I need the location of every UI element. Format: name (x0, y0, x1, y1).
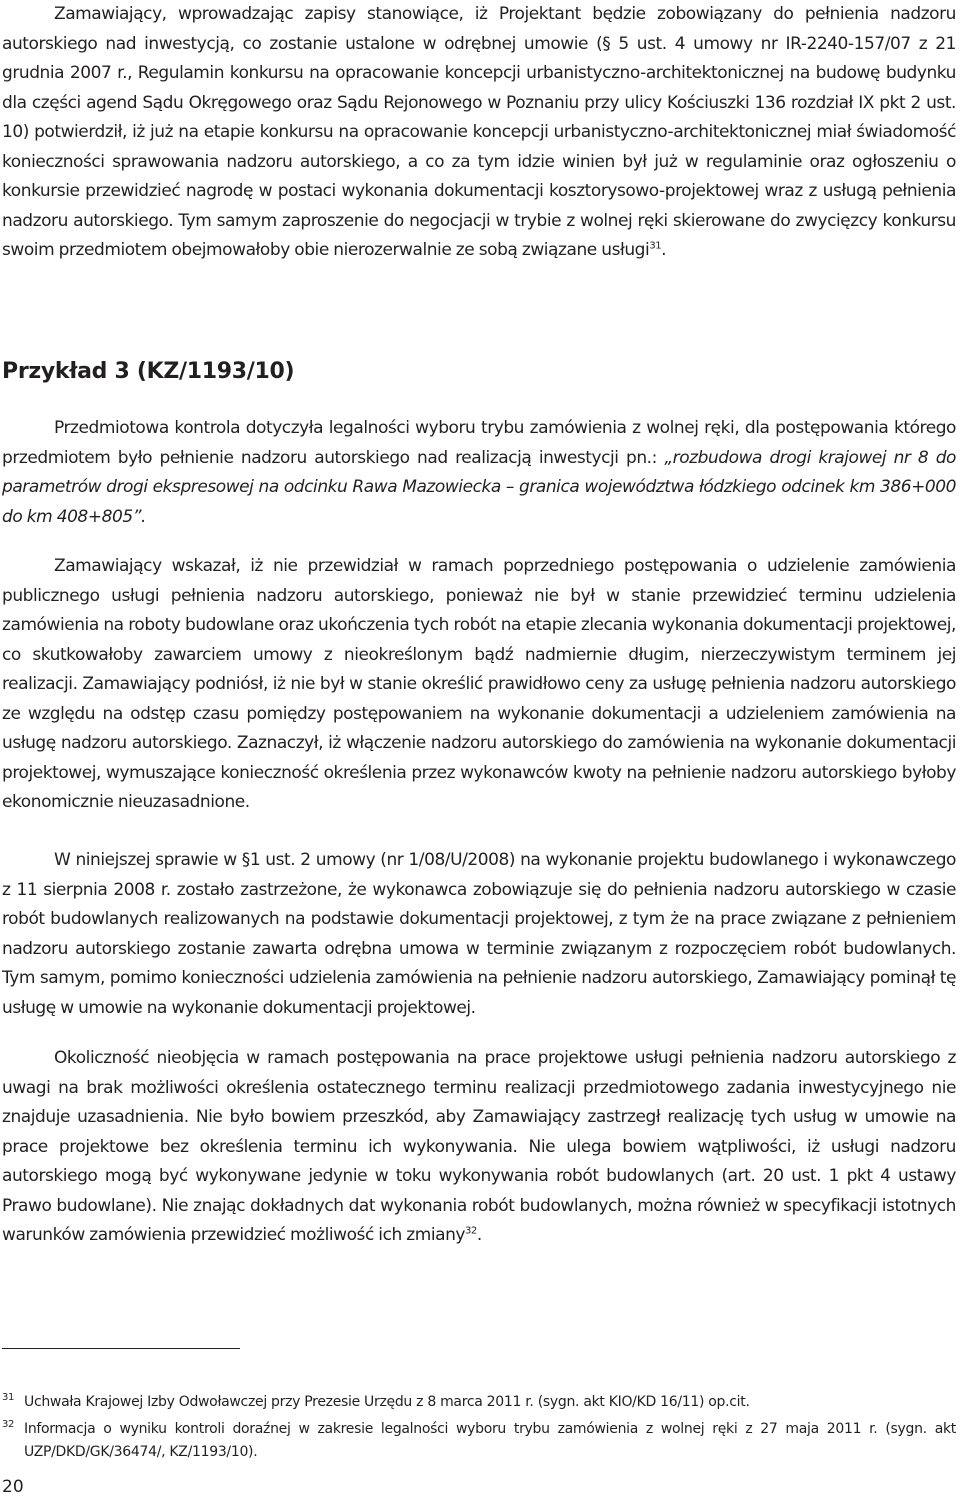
footnote-ref-32: 32 (465, 1225, 477, 1237)
paragraph-text: W niniejszej sprawie w §1 ust. 2 umowy (nr 1/08/U/2008) na wykonanie projektu budowlanego i wykonawczego z 11 sierpnia 2008 r. zostało zastrzeżone, że wykonawca zobowiązuje się do pełnienia nadzoru autorskiego w czasie robót budowlanych realizowanych na podstawie dokumentacji projektowej, z tym że na prace związane z pełnieniem nadzoru autorskiego zostanie zawarta odrębna umowa w terminie związanym z rozpoczęciem robót budowlanych. Tym samym, pomimo konieczności udzielenia zamówienia na pełnienie nadzoru autorskiego, Zamawiający pominął tę usługę w umowie na wykonanie dokumentacji projektowej. (2, 850, 956, 1018)
paragraph-assessment (2, 1044, 956, 1251)
page-number: 20 (2, 1477, 24, 1497)
investment-title: „rozbudowa drogi krajowej nr 8 do parametrów drogi ekspresowej na odcinku Rawa Mazowiecka – granica województwa łódzkiego odcinek km 386+000 do km 408+805”. (2, 447, 956, 527)
footnote-text: Uchwała Krajowej Izby Odwoławczej przy Prezesie Urzędu z 8 marca 2011 r. (sygn. akt KIO/KD 16/11) op.cit. (24, 1394, 750, 1410)
footnote-number: 31 (2, 1392, 15, 1403)
paragraph-text: Zamawiający, wprowadzając zapisy stanowiące, iż Projektant będzie zobowiązany do pełnienia nadzoru autorskiego nad inwestycją, co zostanie ustalone w odrębnej umowie (§ 5 ust. 4 umowy nr IR-2240-157/07 z 21 grudnia 2007 r., Regulamin konkursu na opracowanie koncepcji urbanistyczno-architektonicznej na budowę budynku dla części agend Sądu Okręgowego oraz Sądu Rejonowego w Poznaniu przy ulicy Kościuszki 136 rozdział IX pkt 2 ust. 10) potwierdził, iż już na etapie konkursu na opracowanie koncepcji urbanistyczno-architektonicznej miał świadomość konieczności sprawowania nadzoru autorskiego, a co za tym idzie winien był już w regulaminie oraz ogłoszeniu o konkursie przewidzieć nagrodę w postaci wykonania dokumentacji kosztorysowo-projektowej wraz z usługą pełnienia nadzoru autorskiego. Tym samym zaproszenie do negocjacji w trybie z wolnej ręki skierowane do zwycięzcy konkursu swoim przedmiotem obejmowałoby obie nierozerwalnie ze sobą związane usługi (2, 4, 956, 260)
footnote-separator (2, 1348, 240, 1349)
paragraph-text: Zamawiający wskazał, iż nie przewidział w ramach poprzedniego postępowania o udzielenie zamówienia publicznego usługi pełnienia nadzoru autorskiego, ponieważ nie był w stanie przewidzieć terminu udzielenia zamówienia na roboty budowlane oraz ukończenia tych robót na etapie zlecania wykonania dokumentacji projektowej, co skutkowałoby zawarciem umowy z nieokreślonym bądź nadmiernie długim, nierzeczywistym terminem jej realizacji. Zamawiający podniósł, iż nie był w stanie określić prawidłowo ceny za usługę pełnienia nadzoru autorskiego ze względu na odstęp czasu pomiędzy postępowaniem na wykonanie dokumentacji a udzieleniem zamówienia na usługę nadzoru autorskiego. Zaznaczył, iż włączenie nadzoru autorskiego do zamówienia na wykonanie dokumentacji projektowej, wymuszające konieczność określenia przez wykonawców kwoty na pełnienie nadzoru autorskiego byłoby ekonomicznie nieuzasadnione. (2, 556, 956, 812)
paragraph-text: Okoliczność nieobjęcia w ramach postępowania na prace projektowe usługi pełnienia nadzoru autorskiego z uwagi na brak możliwości określenia ostatecznego terminu realizacji przedmiotowego zadania inwestycyjnego nie znajduje uzasadnienia. Nie było bowiem przeszkód, aby Zamawiający zastrzegł realizację tych usług w umowie na prace projektowe bez określenia terminu ich wykonywania. Nie ulega bowiem wątpliwości, iż usługi nadzoru autorskiego mogą być wykonywane jedynie w toku wykonywania robót budowlanych (art. 20 ust. 1 pkt 4 ustawy Prawo budowlane). Nie znając dokładnych dat wykonania robót budowlanych, można również w specyfikacji istotnych warunków zamówienia przewidzieć możliwość ich zmiany (2, 1048, 956, 1245)
example-heading: Przykład 3 (KZ/1193/10) (2, 359, 295, 384)
paragraph-control-subject (2, 414, 956, 532)
paragraph-contracting-authority-reasons (2, 552, 956, 818)
paragraph-competition-rules (2, 0, 956, 266)
footnote-text: Informacja o wyniku kontroli doraźnej w zakresie legalności wyboru trybu zamówienia z wolnej ręki z 27 maja 2011 r. (sygn. akt UZP/DKD/GK/36474/, KZ/1193/10). (24, 1421, 956, 1460)
footnote-number: 32 (2, 1419, 15, 1430)
paragraph-intro: Przedmiotowa kontrola dotyczyła legalności wyboru trybu zamówienia z wolnej ręki, dla postępowania którego przedmiotem było pełnienie nadzoru autorskiego nad realizacją inwestycji pn.: (2, 418, 956, 468)
paragraph-end: . (476, 1225, 482, 1245)
paragraph-end: . (661, 240, 667, 260)
footnote-ref-31: 31 (649, 240, 662, 252)
paragraph-contract-provisions (2, 846, 956, 1023)
